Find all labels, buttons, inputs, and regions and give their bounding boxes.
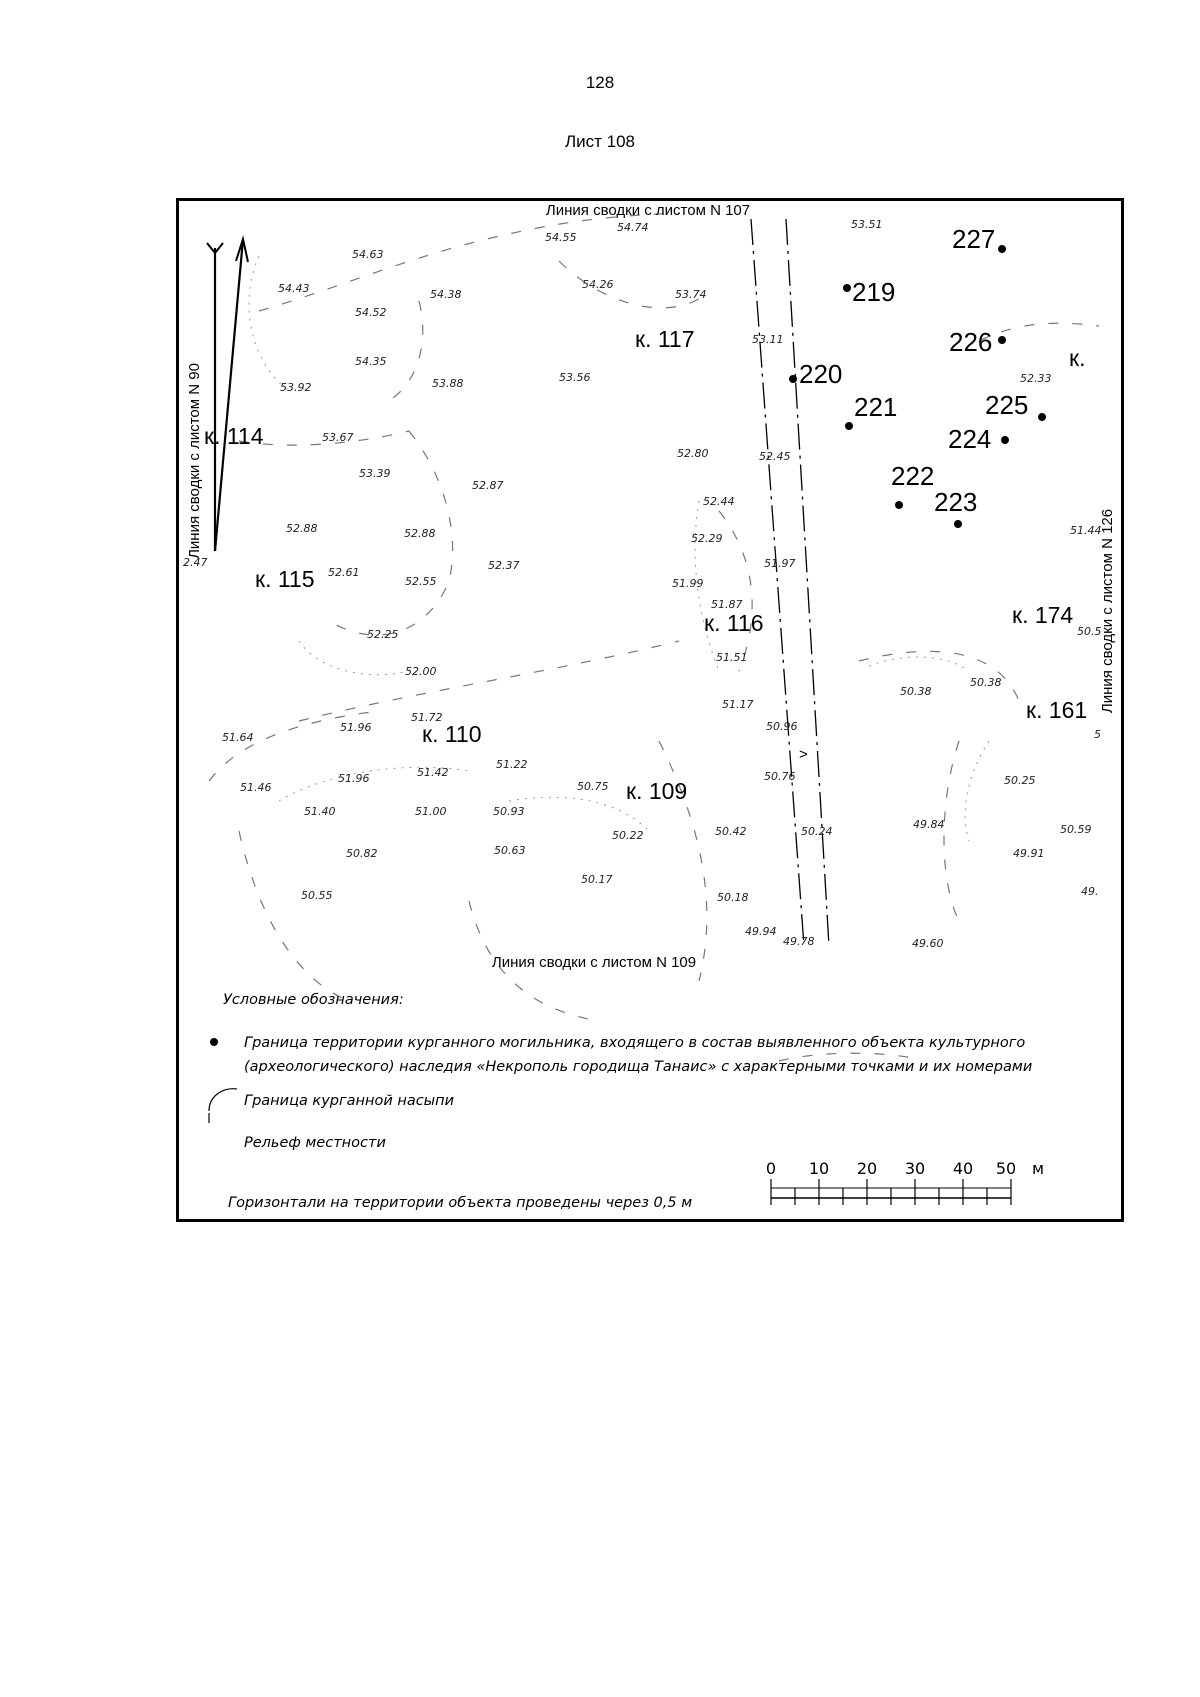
elevation-mark: 52.29 <box>691 532 723 545</box>
elevation-mark: 54.35 <box>355 355 387 368</box>
elevation-mark: 49.84 <box>913 818 945 831</box>
mound-label: к. 117 <box>635 326 695 352</box>
elevation-mark: 51.22 <box>496 758 528 771</box>
boundary-point-label: 226 <box>949 327 993 357</box>
elevation-mark: 51.97 <box>764 557 796 570</box>
boundary-point-dot <box>998 245 1006 253</box>
elevation-mark: 50.38 <box>970 676 1002 689</box>
mound-boundary-legend-icon <box>209 1089 237 1123</box>
elevation-mark: 49.60 <box>912 937 944 950</box>
elevation-mark: 52.88 <box>286 522 318 535</box>
elevation-mark: 52.61 <box>328 566 360 579</box>
elevation-mark: 53.39 <box>359 467 391 480</box>
edge-label-left: Линия сводки с листом N 90 <box>186 363 203 559</box>
scale-tick-label: 50 <box>995 1159 1017 1178</box>
elevation-mark: 51.40 <box>304 805 336 818</box>
elevation-mark: 53.11 <box>752 333 784 346</box>
scale-tick-label: 30 <box>904 1159 926 1178</box>
elevation-mark: 54.43 <box>278 282 310 295</box>
elevation-mark: 51.99 <box>672 577 704 590</box>
elevation-mark: 52.88 <box>404 527 436 540</box>
elevation-mark: 54.63 <box>352 248 384 261</box>
elevation-mark: 50.22 <box>612 829 644 842</box>
elevation-mark: 51.17 <box>722 698 754 711</box>
scale-tick-label: 10 <box>808 1159 830 1178</box>
boundary-point-dot <box>1038 413 1046 421</box>
elevation-mark: 52.45 <box>759 450 791 463</box>
elevation-mark: 50.24 <box>801 825 833 838</box>
elevation-mark: 53.51 <box>851 218 883 231</box>
boundary-points <box>789 224 1046 528</box>
boundary-point-label: 224 <box>948 424 992 454</box>
elevation-mark: 5 <box>1094 728 1101 741</box>
boundary-point-dot <box>1001 436 1009 444</box>
legend-mound-boundary: Граница курганной насыпи <box>244 1093 455 1109</box>
elevation-mark: 52.00 <box>405 665 437 678</box>
elevation-mark: 51.72 <box>411 711 443 724</box>
elevation-mark: 49.91 <box>1013 847 1045 860</box>
legend-boundary-line1: Граница территории курганного могильника, входящего в состав выявленного объекта культурного <box>244 1035 1026 1051</box>
elevation-mark: 51.46 <box>240 781 272 794</box>
elevation-mark: 2.47 <box>183 556 208 569</box>
mound-label: к. 174 <box>1012 602 1074 628</box>
elevation-mark: 54.55 <box>545 231 577 244</box>
elevation-mark: 50.18 <box>717 891 749 904</box>
elevation-mark: 50.93 <box>493 805 525 818</box>
elevation-mark: 51.87 <box>711 598 743 611</box>
elevation-mark: 53.74 <box>675 288 707 301</box>
elevation-mark: 52.55 <box>405 575 437 588</box>
boundary-point-label: 223 <box>934 487 978 517</box>
mound-boundaries <box>249 256 992 841</box>
elevation-mark: 53.92 <box>280 381 312 394</box>
boundary-point-label: 221 <box>854 392 898 422</box>
elevation-mark: 50.82 <box>346 847 378 860</box>
mound-label: к. 114 <box>204 423 264 449</box>
scale-bar <box>766 1159 1044 1205</box>
elevation-mark: 50.5 <box>1077 625 1102 638</box>
mound-label: к. 115 <box>255 566 315 592</box>
elevation-mark: 51.42 <box>417 766 449 779</box>
north-arrow-icon <box>207 239 248 551</box>
elevation-mark: 53.67 <box>322 431 354 444</box>
elevation-mark: 54.74 <box>617 221 649 234</box>
elevation-mark: 50.59 <box>1060 823 1092 836</box>
scale-unit: м <box>1032 1159 1045 1178</box>
elevation-mark: 49. <box>1081 885 1099 898</box>
scale-tick-label: 20 <box>856 1159 878 1178</box>
elevation-mark: 52.44 <box>703 495 735 508</box>
elevation-mark: 50.38 <box>900 685 932 698</box>
boundary-point-label: 219 <box>852 277 896 307</box>
elevation-mark: 52.37 <box>488 559 520 572</box>
edge-label-top: Линия сводки с листом N 107 <box>545 202 751 219</box>
elevation-mark: 51.44 <box>1070 524 1102 537</box>
map-frame <box>176 198 1124 1222</box>
scale-tick-label: 0 <box>765 1159 777 1178</box>
elevation-mark: 54.38 <box>430 288 462 301</box>
page-number: 128 <box>585 73 615 92</box>
elevation-mark: 50.75 <box>577 780 609 793</box>
mound-label: к. 109 <box>626 778 688 804</box>
scale-tick-label: 40 <box>952 1159 974 1178</box>
mound-label: к. 110 <box>422 721 482 747</box>
elevation-mark: 53.56 <box>559 371 591 384</box>
mound-labels <box>204 326 1087 804</box>
boundary-point-dot <box>843 284 851 292</box>
elevation-mark: 50.17 <box>581 873 613 886</box>
edge-label-bottom: Линия сводки с листом N 109 <box>491 954 697 971</box>
elevation-mark: 50.63 <box>494 844 526 857</box>
boundary-point-dot <box>789 375 797 383</box>
elevation-mark: 51.96 <box>340 721 372 734</box>
boundary-point-dot <box>895 501 903 509</box>
boundary-point-label: 225 <box>985 390 1029 420</box>
legend-contours-note: Горизонтали на территории объекта проведены через 0,5 м <box>228 1195 693 1211</box>
elevation-mark: 51.96 <box>338 772 370 785</box>
mound-label: к. 116 <box>704 610 764 636</box>
elevation-mark: 52.33 <box>1020 372 1052 385</box>
elevation-mark: 51.51 <box>716 651 748 664</box>
elevation-mark: 52.25 <box>367 628 399 641</box>
boundary-point-legend-icon <box>210 1038 218 1046</box>
elevation-mark: 50.76 <box>764 770 796 783</box>
legend <box>209 992 1032 1211</box>
edge-label-right: Линия сводки с листом N 126 <box>1099 508 1116 714</box>
mound-label: к. 161 <box>1026 697 1088 723</box>
boundary-point-label: 222 <box>891 461 935 491</box>
elevation-mark: 52.80 <box>677 447 709 460</box>
elevation-mark: 50.55 <box>301 889 333 902</box>
mound-label: к. <box>1069 345 1086 371</box>
legend-relief: Рельеф местности <box>244 1135 386 1151</box>
boundary-point-dot <box>954 520 962 528</box>
legend-title: Условные обозначения: <box>223 992 404 1008</box>
map-canvas <box>179 201 1121 1219</box>
elevation-mark: 50.42 <box>715 825 747 838</box>
elevation-mark: 49.78 <box>783 935 815 948</box>
elevation-mark: 51.00 <box>415 805 447 818</box>
elevation-mark: 49.94 <box>745 925 777 938</box>
elevation-mark: 54.26 <box>582 278 614 291</box>
elevation-mark: 54.52 <box>355 306 387 319</box>
road-marker: > <box>799 746 808 763</box>
elevation-mark: 50.25 <box>1004 774 1036 787</box>
elevation-mark: 53.88 <box>432 377 464 390</box>
boundary-point-dot <box>845 422 853 430</box>
elevation-mark: 50.96 <box>766 720 798 733</box>
boundary-point-label: 227 <box>952 224 996 254</box>
boundary-point-dot <box>998 336 1006 344</box>
elevation-mark: 52.87 <box>472 479 504 492</box>
elevation-mark: 51.64 <box>222 731 254 744</box>
sheet-title: Лист 108 <box>564 132 636 151</box>
boundary-point-label: 220 <box>799 359 843 389</box>
legend-boundary-line2: (археологического) наследия «Некрополь городища Танаис» с характерными точками и их номерами <box>244 1059 1033 1075</box>
